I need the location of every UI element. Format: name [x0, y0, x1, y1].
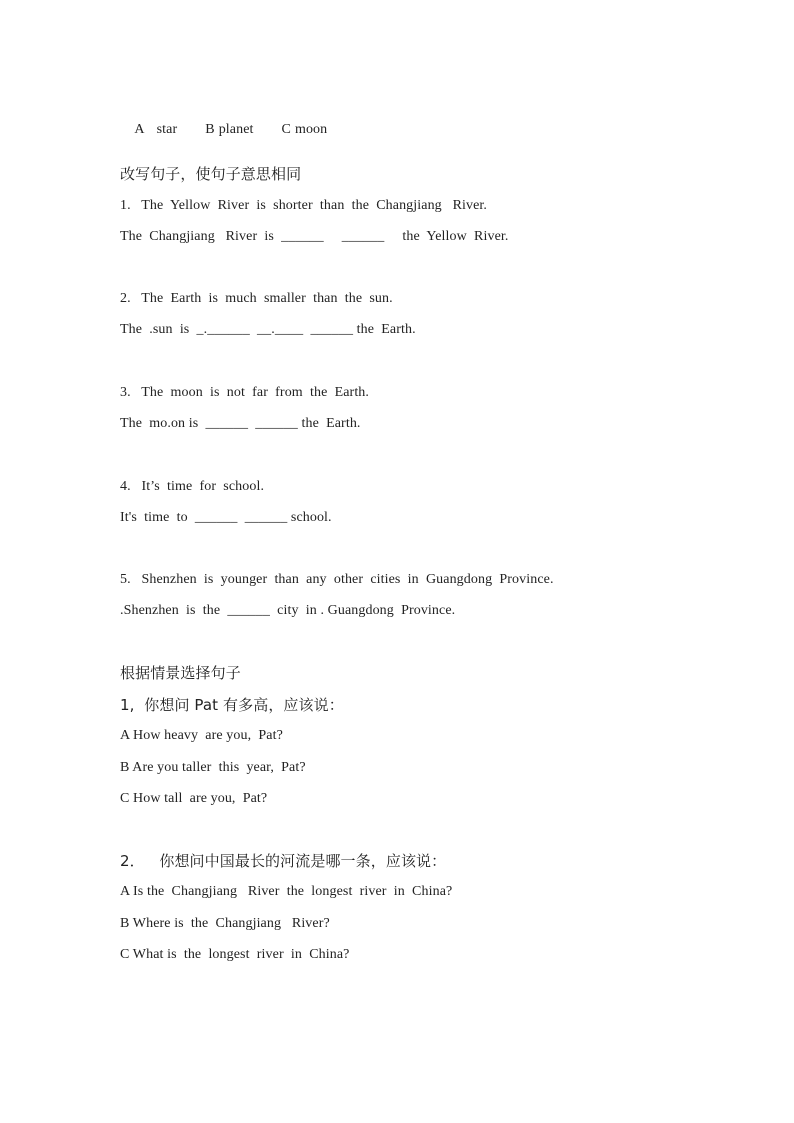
top-options-row [120, 103, 327, 157]
rewrite-q4: 4. It’s time for school. [120, 479, 265, 494]
choose-q1-option-c: C How tall are you, Pat? [120, 791, 268, 806]
rewrite-q3: 3. The moon is not far from the Earth. [120, 385, 370, 400]
rewrite-q1: 1. The Yellow River is shorter than the Changjiang River. [120, 198, 488, 213]
choose-q2-prompt: 2． 你想问中国最长的河流是哪一条，应该说： [120, 852, 447, 870]
choose-q1-prompt: 1, 你想问 Pat 有多高，应该说： [120, 696, 344, 714]
rewrite-q5: 5. Shenzhen is younger than any other cities in Guangdong Province. [120, 572, 554, 587]
choose-q2-option-a: A Is the Changjiang River the longest river in China? [120, 884, 453, 899]
rewrite-a4: It's time to ______ ______ school. [120, 510, 332, 525]
rewrite-q2: 2. The Earth is much smaller than the sun. [120, 291, 393, 306]
rewrite-a2: The .sun is _.______ __.____ ______ the Earth. [120, 322, 416, 337]
choose-q1-option-a: A How heavy are you, Pat? [120, 728, 283, 743]
choose-q1-option-b: B Are you taller this year, Pat? [120, 760, 306, 775]
rewrite-heading: 改写句子，使句子意思相同 [120, 165, 302, 183]
option-b: B planet [205, 122, 254, 137]
option-a: A star [134, 122, 178, 137]
rewrite-a1: The Changjiang River is ______ ______ the Yellow River. [120, 229, 509, 244]
rewrite-a5: .Shenzhen is the ______ city in . Guangdong Province. [120, 603, 456, 618]
choose-q2-option-b: B Where is the Changjiang River? [120, 916, 330, 931]
choose-q2-option-c: C What is the longest river in China? [120, 947, 350, 962]
choose-heading: 根据情景选择句子 [120, 664, 241, 682]
option-c: C moon [281, 122, 328, 137]
rewrite-a3: The mo.on is ______ ______ the Earth. [120, 416, 361, 431]
